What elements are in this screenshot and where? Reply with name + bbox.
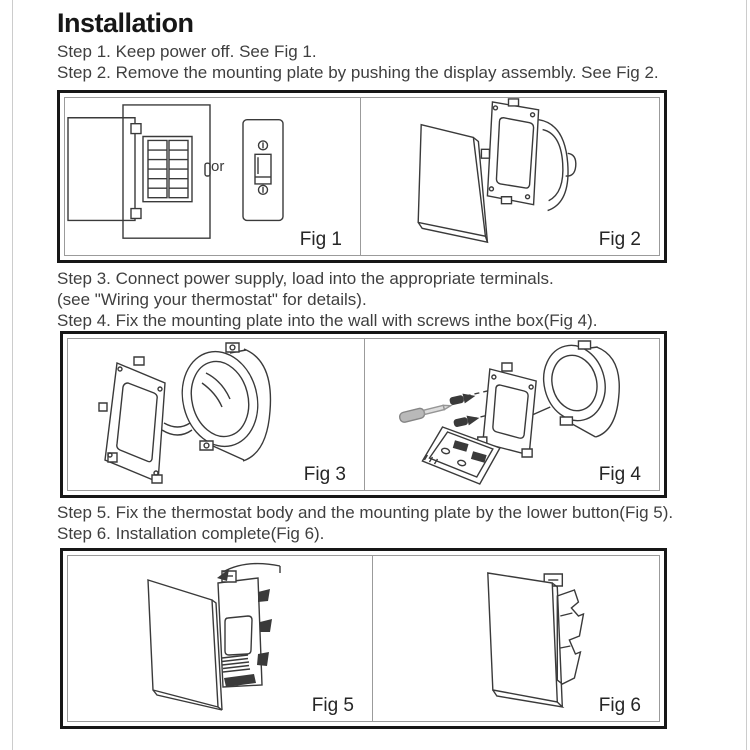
step-3-note: (see "Wiring your thermostat" for details). — [57, 290, 367, 309]
connector — [532, 407, 550, 415]
round-wall-box — [536, 339, 619, 437]
fig5-panel — [68, 556, 373, 721]
wall-box-icon — [539, 120, 576, 211]
page-edge-right — [746, 0, 747, 750]
step-1-text: Step 1. Keep power off. See Fig 1. — [57, 42, 317, 61]
step-3-text: Step 3. Connect power supply, load into the appropriate terminals. — [57, 269, 554, 288]
steps-block-3 — [57, 502, 673, 544]
mounting-plate — [481, 99, 538, 205]
steps-block-1 — [57, 41, 659, 83]
power-switch — [243, 120, 283, 221]
figure-box-3-inner — [67, 555, 660, 722]
step-4-text: Step 4. Fix the mounting plate into the wall with screws inthe box(Fig 4). — [57, 311, 598, 330]
figure-box-2 — [60, 331, 667, 498]
figure-box-1-inner — [64, 97, 660, 256]
fig2-panel — [361, 98, 659, 255]
or-label: or — [211, 158, 225, 175]
screws — [449, 391, 481, 429]
page-edge-left — [12, 0, 13, 750]
figure-box-1 — [57, 90, 667, 263]
mounting-plate — [99, 357, 165, 483]
fig5-caption: Fig 5 — [311, 695, 354, 716]
figure-box-2-inner — [67, 338, 660, 491]
fig3-caption: Fig 3 — [303, 464, 346, 485]
fig2-caption: Fig 2 — [598, 229, 641, 250]
fig4-panel — [365, 339, 659, 490]
display-panel — [418, 125, 487, 243]
fig3-panel — [68, 339, 365, 490]
push-arrow — [217, 564, 280, 581]
fig1-caption: Fig 1 — [299, 229, 342, 250]
step-6-text: Step 6. Installation complete(Fig 6). — [57, 524, 325, 543]
breaker-panel — [68, 105, 210, 238]
fig6-caption: Fig 6 — [598, 695, 641, 716]
screwdriver — [399, 401, 452, 423]
display-panel — [148, 580, 222, 710]
mounting-module — [218, 571, 272, 687]
step-2-text: Step 2. Remove the mounting plate by pushing the display assembly. See Fig 2. — [57, 63, 659, 82]
fig4-caption: Fig 4 — [598, 464, 641, 485]
page-title: Installation — [57, 8, 194, 38]
fig6-panel — [373, 556, 659, 721]
step-5-text: Step 5. Fix the thermostat body and the mounting plate by the lower button(Fig 5). — [57, 503, 674, 522]
wires — [162, 423, 192, 435]
figure-box-3 — [60, 548, 667, 729]
steps-block-2 — [57, 268, 597, 331]
fig1-panel — [65, 98, 361, 255]
assembled-thermostat — [488, 573, 563, 707]
round-wall-box — [172, 343, 270, 461]
